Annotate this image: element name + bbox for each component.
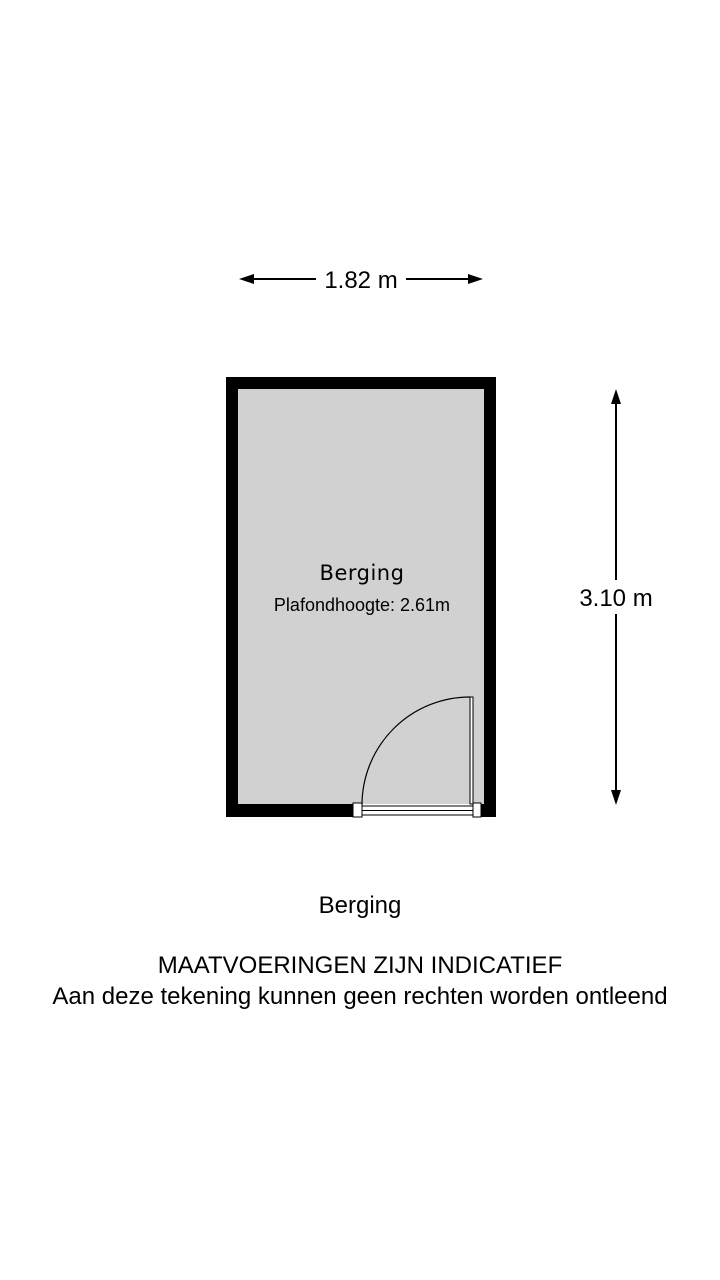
width-arrow-right-icon bbox=[468, 274, 483, 284]
floor-caption: Berging bbox=[318, 892, 402, 919]
width-label: 1.82 m bbox=[324, 267, 398, 294]
width-arrow-left-icon bbox=[239, 274, 254, 284]
wall-bottom-right bbox=[481, 804, 496, 817]
disclaimer-text: Aan deze tekening kunnen geen rechten worden ontleend bbox=[52, 983, 668, 1010]
width-dimension bbox=[239, 267, 483, 294]
height-arrow-up-icon bbox=[611, 389, 621, 404]
wall-bottom-left bbox=[226, 804, 353, 817]
disclaimer-title: MAATVOERINGEN ZIJN INDICATIEF bbox=[157, 952, 563, 979]
door-leaf bbox=[470, 697, 473, 804]
room-name-label: Berging bbox=[319, 561, 405, 585]
wall-right bbox=[484, 377, 496, 817]
ceiling-height-label: Plafondhoogte: 2.61m bbox=[273, 595, 451, 615]
wall-left bbox=[226, 377, 238, 817]
height-dimension bbox=[579, 389, 652, 805]
height-label: 3.10 m bbox=[579, 585, 653, 612]
room-berging bbox=[226, 377, 496, 817]
wall-top bbox=[226, 377, 496, 389]
door-jamb-right bbox=[473, 803, 481, 817]
height-arrow-down-icon bbox=[611, 790, 621, 805]
door-jamb-left bbox=[353, 803, 362, 817]
